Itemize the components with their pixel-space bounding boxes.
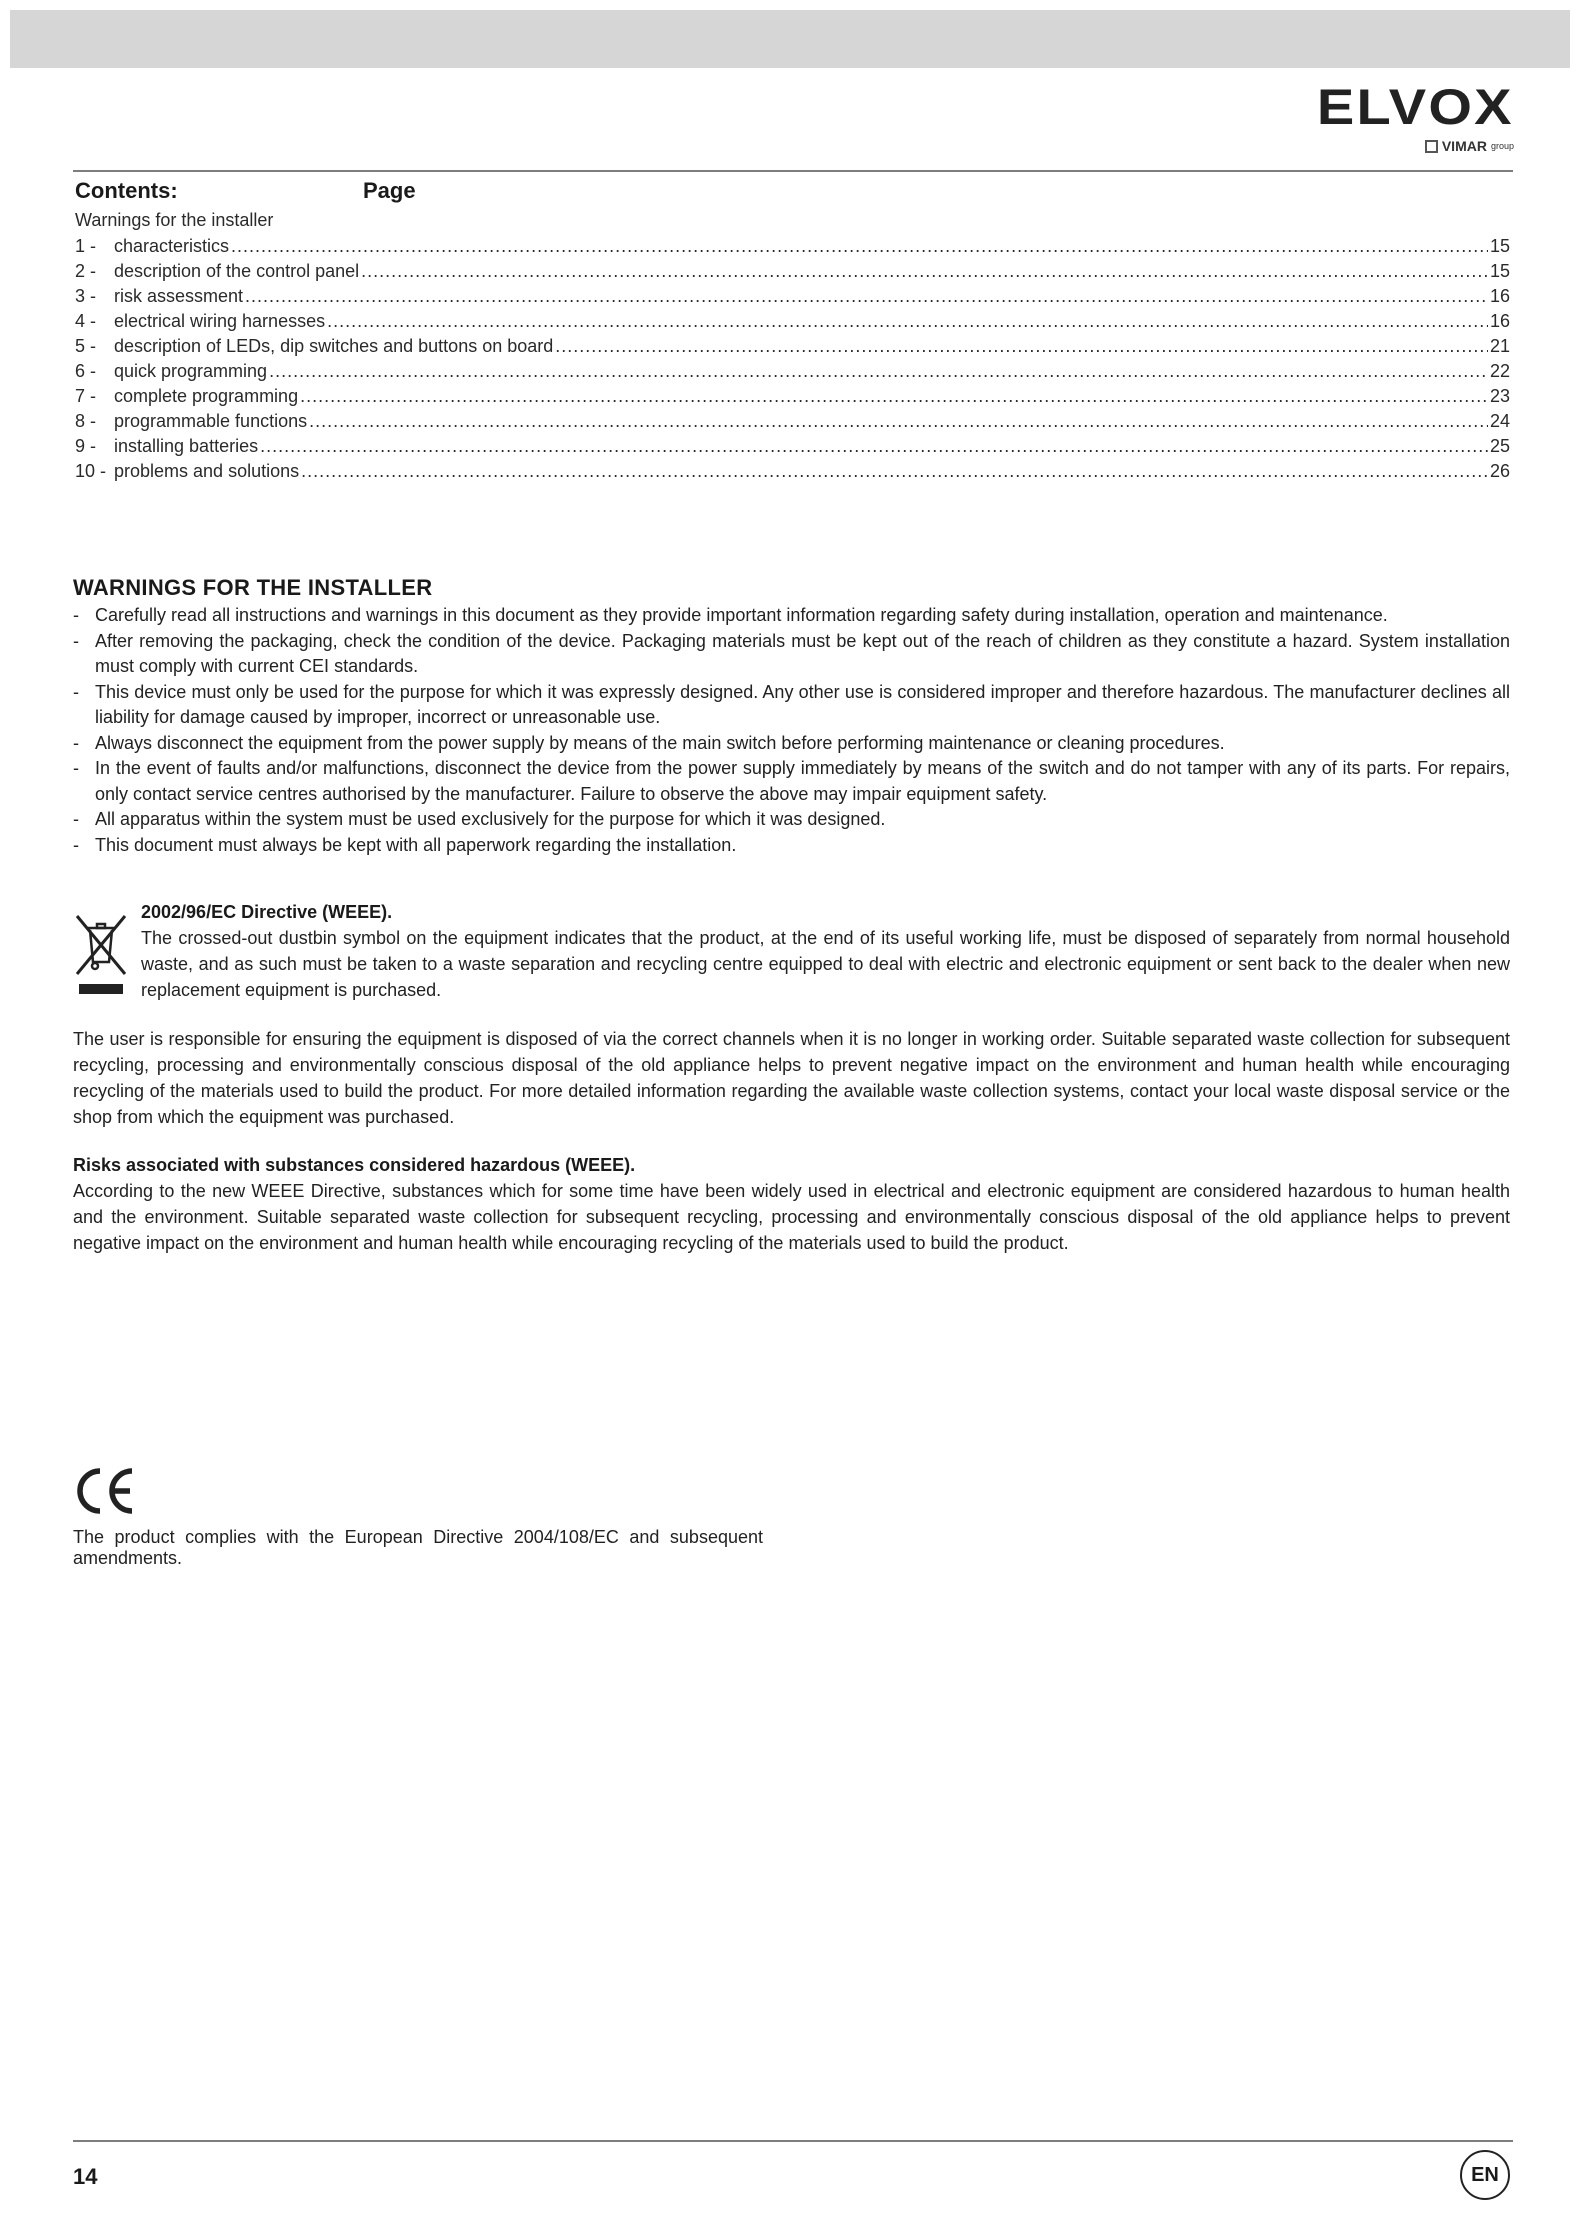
weee-directive-text: The crossed-out dustbin symbol on the equipment indicates that the product, at the end of its useful working life, must be disposed of separately from normal household waste, and as such must be taken to a waste separation and recycling centre equipped to deal with electric and electronic equipment or sent back to the dealer when new replacement equipment is purchased. bbox=[141, 928, 1510, 1000]
toc-item-page: 22 bbox=[1489, 361, 1510, 381]
footer-rule bbox=[73, 2140, 1513, 2142]
toc-item-page: 23 bbox=[1489, 386, 1510, 406]
toc-item-number: 5 - bbox=[75, 336, 97, 356]
toc-item-number: 2 - bbox=[75, 261, 97, 281]
ce-mark-icon bbox=[70, 1465, 140, 1517]
toc-item-title: problems and solutions bbox=[114, 461, 300, 481]
warnings-title: WARNINGS FOR THE INSTALLER bbox=[73, 575, 433, 600]
warning-item: - After removing the packaging, check the condition of the device. Packaging materials must be kept out of the reach of children as they constitute a hazard. System installation must comply with current CEI standards. bbox=[73, 629, 1510, 680]
toc-leader-dots bbox=[269, 359, 1488, 384]
toc-leader-dots bbox=[301, 459, 1488, 484]
toc-item[interactable] bbox=[75, 434, 1510, 459]
page-column-label: Page bbox=[363, 178, 416, 203]
toc-item-number: 4 - bbox=[75, 311, 97, 331]
contents-heading bbox=[75, 178, 416, 204]
brand-logo bbox=[1317, 79, 1514, 158]
toc-item[interactable] bbox=[75, 234, 1510, 259]
toc-item[interactable] bbox=[75, 409, 1510, 434]
warning-item: - In the event of faults and/or malfunctions, disconnect the device from the power supply immediately by means of the switch and do not tamper with any of its parts. For repairs, only contact service centres authorised by the manufacturer. Failure to observe the above may impair equipment safety. bbox=[73, 756, 1510, 807]
toc-intro: Warnings for the installer bbox=[75, 210, 274, 230]
logo-group-label: group bbox=[1490, 141, 1514, 151]
toc-item-title: risk assessment bbox=[114, 286, 244, 306]
toc-leader-dots bbox=[327, 309, 1488, 334]
toc-leader-dots bbox=[555, 334, 1488, 359]
toc-leader-dots bbox=[361, 259, 1488, 284]
disposal-responsibility-paragraph: The user is responsible for ensuring the equipment is disposed of via the correct channels when it is no longer in working order. Suitable separated waste collection for subsequent recycling, processing and environmentally conscious disposal of the old appliance helps to prevent negative impact on the environment and human health while encouraging recycling of the materials used to build the product. For more detailed information regarding the available waste collection systems, contact your local waste disposal service or the shop from which the equipment was purchased. bbox=[73, 1029, 1510, 1127]
logo-subline bbox=[1425, 138, 1514, 154]
toc-item-page: 21 bbox=[1489, 336, 1510, 356]
toc-leader-dots bbox=[231, 234, 1488, 259]
toc-item-number: 10 - bbox=[75, 461, 107, 481]
toc-leader-dots bbox=[309, 409, 1488, 434]
header-rule bbox=[73, 170, 1513, 172]
toc-item-number: 3 - bbox=[75, 286, 97, 306]
toc-item[interactable] bbox=[75, 334, 1510, 359]
ce-compliance-text: The product complies with the European Directive 2004/108/EC and subsequent amendments. bbox=[73, 1527, 763, 1568]
logo-wordmark: ELVOX bbox=[1317, 79, 1514, 135]
toc-item[interactable] bbox=[75, 284, 1510, 309]
toc-item-page: 26 bbox=[1489, 461, 1510, 481]
toc-item-number: 1 - bbox=[75, 236, 97, 256]
toc-item-title: programmable functions bbox=[114, 411, 308, 431]
logo-sub-label: VIMAR bbox=[1441, 138, 1487, 154]
toc-item-title: complete programming bbox=[114, 386, 299, 406]
toc-item-title: installing batteries bbox=[114, 436, 259, 456]
hazardous-substances-title: Risks associated with substances considered hazardous (WEEE). bbox=[73, 1155, 636, 1175]
warning-item: - This document must always be kept with all paperwork regarding the installation. bbox=[73, 833, 1510, 859]
toc-leader-dots bbox=[245, 284, 1488, 309]
toc-item-page: 24 bbox=[1489, 411, 1510, 431]
toc-item-title: quick programming bbox=[114, 361, 268, 381]
toc-item-number: 9 - bbox=[75, 436, 97, 456]
toc-item-page: 16 bbox=[1489, 311, 1510, 331]
toc-item[interactable] bbox=[75, 309, 1510, 334]
toc-item-page: 15 bbox=[1489, 236, 1510, 256]
top-header-band bbox=[10, 10, 1570, 68]
toc-item-page: 16 bbox=[1489, 286, 1510, 306]
warning-item: - Always disconnect the equipment from the power supply by means of the main switch before performing maintenance or cleaning procedures. bbox=[73, 731, 1510, 757]
toc-item-number: 7 - bbox=[75, 386, 97, 406]
toc-item-number: 6 - bbox=[75, 361, 97, 381]
toc-item-title: description of the control panel bbox=[114, 261, 360, 281]
toc-item[interactable] bbox=[75, 359, 1510, 384]
toc-item[interactable] bbox=[75, 384, 1510, 409]
contents-title: Contents: bbox=[75, 178, 178, 203]
toc-item-title: description of LEDs, dip switches and buttons on board bbox=[114, 336, 554, 356]
table-of-contents bbox=[75, 234, 1510, 484]
toc-leader-dots bbox=[300, 384, 1488, 409]
toc-item[interactable] bbox=[75, 259, 1510, 284]
warning-item: - Carefully read all instructions and warnings in this document as they provide important information regarding safety during installation, operation and maintenance. bbox=[73, 603, 1510, 629]
language-badge: EN bbox=[1460, 2150, 1510, 2200]
crossed-out-bin-icon bbox=[73, 912, 129, 998]
vimar-icon bbox=[1425, 140, 1438, 153]
warnings-list bbox=[73, 603, 1510, 858]
hazardous-substances-text: According to the new WEEE Directive, substances which for some time have been widely used in electrical and electronic equipment are considered hazardous to human health and the environment. Suitable separated waste collection for subsequent recycling, processing and environmentally conscious disposal of the old appliance helps to prevent negative impact on the environment and human health while encouraging recycling of the materials used to build the product. bbox=[73, 1181, 1510, 1253]
toc-item[interactable] bbox=[75, 459, 1510, 484]
toc-item-title: electrical wiring harnesses bbox=[114, 311, 326, 331]
toc-item-title: characteristics bbox=[114, 236, 230, 256]
page-number: 14 bbox=[73, 2164, 98, 2189]
toc-item-page: 25 bbox=[1489, 436, 1510, 456]
toc-item-number: 8 - bbox=[75, 411, 97, 431]
warning-item: - This device must only be used for the purpose for which it was expressly designed. Any other use is considered improper and therefore hazardous. The manufacturer declines all liability for damage caused by improper, incorrect or unreasonable use. bbox=[73, 680, 1510, 731]
warning-item: - All apparatus within the system must be used exclusively for the purpose for which it was designed. bbox=[73, 807, 1510, 833]
toc-leader-dots bbox=[260, 434, 1488, 459]
toc-item-page: 15 bbox=[1489, 261, 1510, 281]
weee-directive-title: 2002/96/EC Directive (WEEE). bbox=[141, 902, 393, 922]
